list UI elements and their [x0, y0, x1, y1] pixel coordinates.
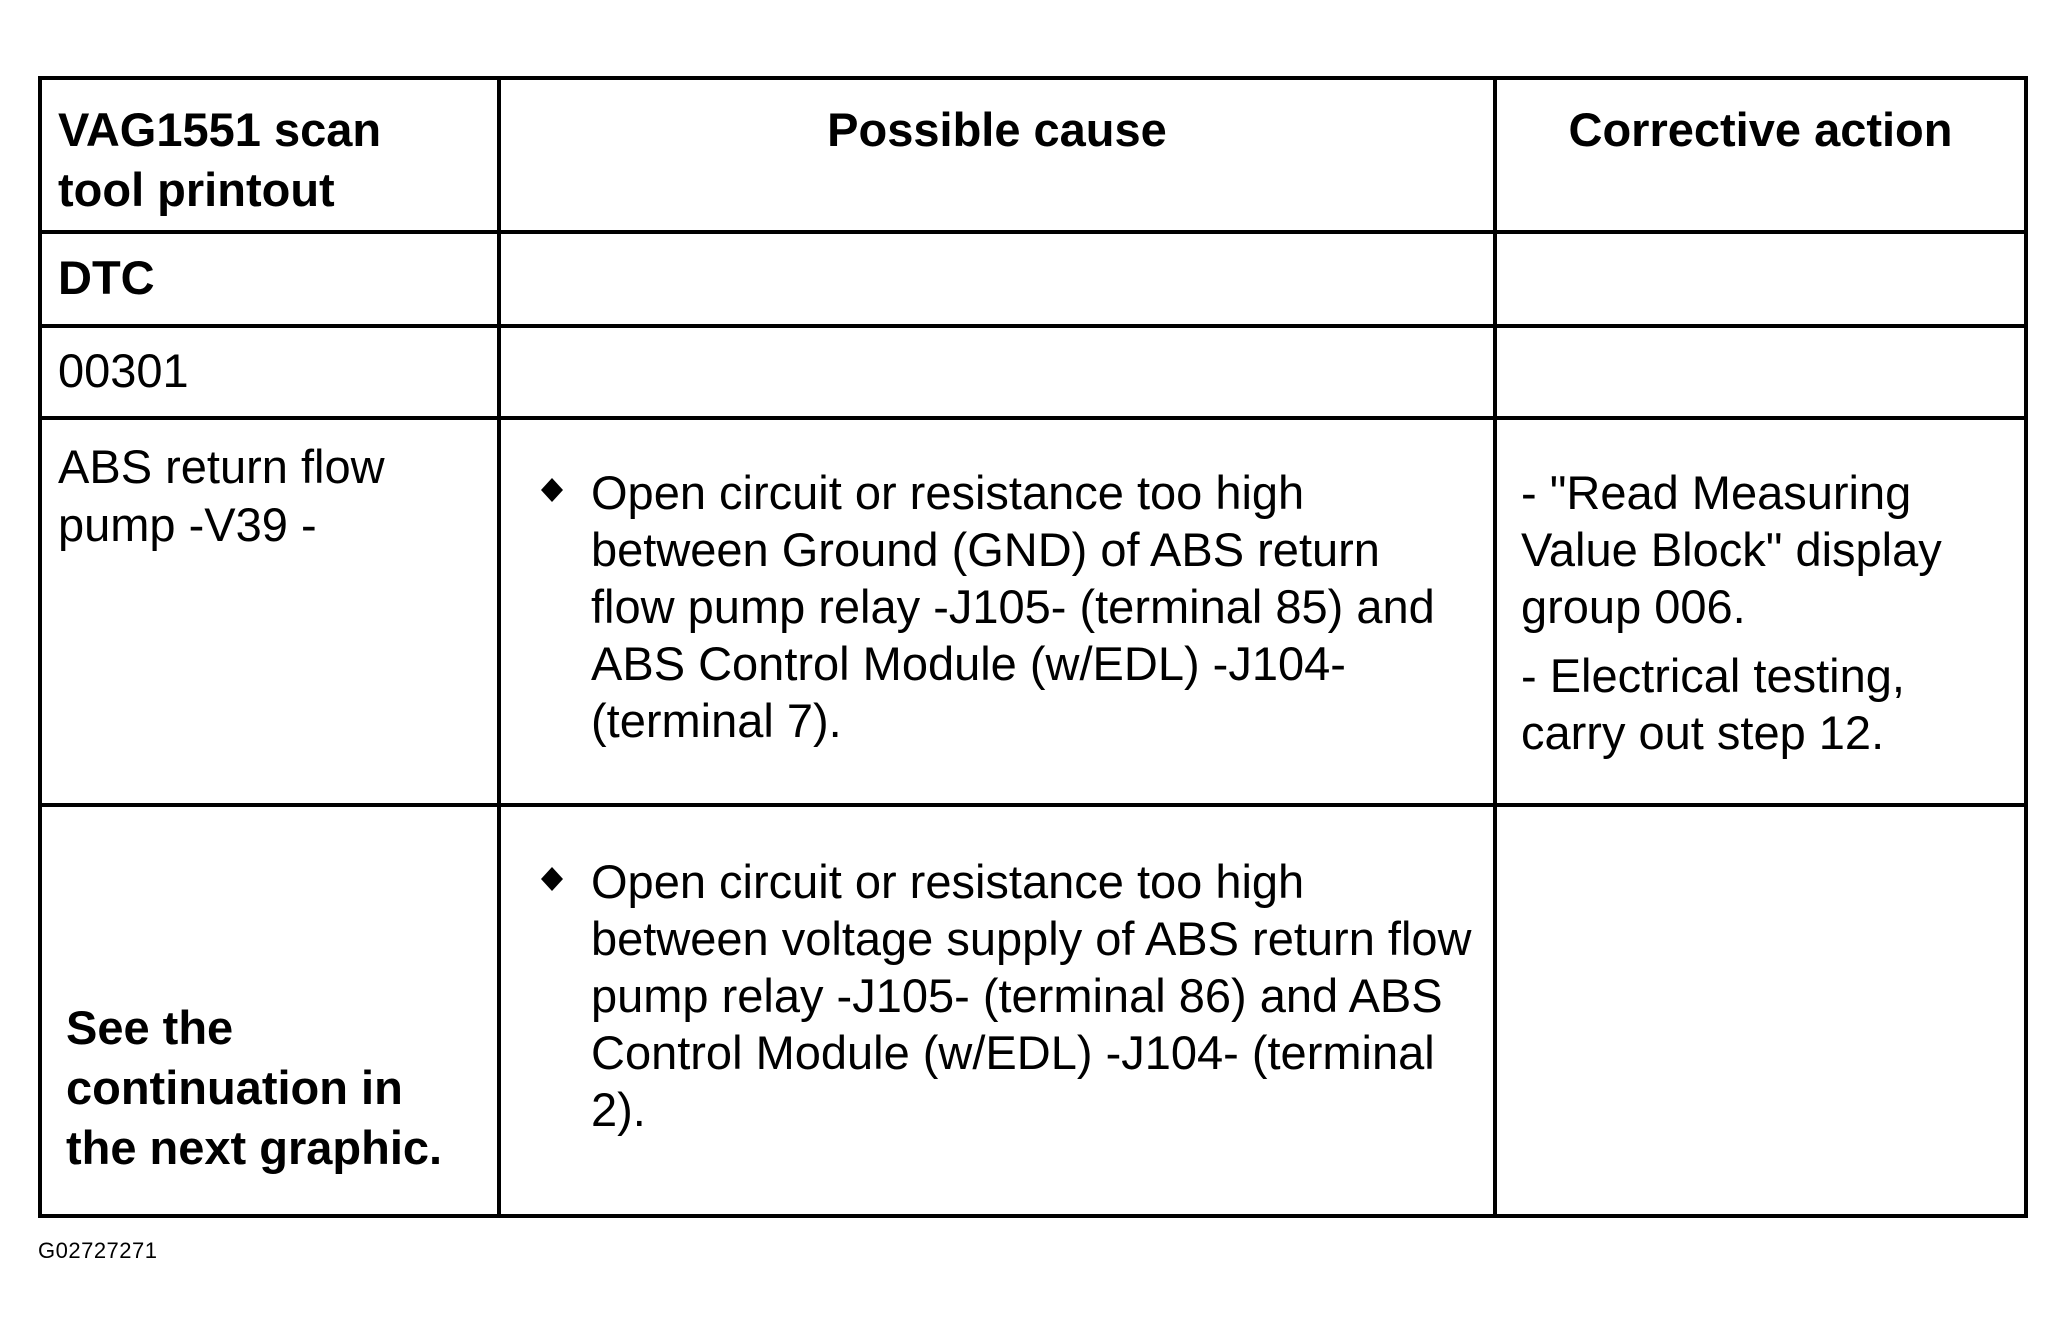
dtc-label: DTC [58, 251, 155, 304]
continuation-cell [40, 805, 499, 1216]
cause-item-1 [501, 464, 1493, 749]
diamond-bullet-icon [541, 478, 563, 502]
empty-cell [1495, 805, 2026, 1216]
header-scan-tool: VAG1551 scan tool printout [58, 103, 382, 216]
header-row [40, 78, 2026, 232]
header-corrective-action: Corrective action [1568, 103, 1953, 156]
cause-cell-1 [499, 418, 1495, 805]
dtc-row [40, 232, 2026, 326]
dtc-code: 00301 [58, 344, 189, 397]
component-name: ABS return flow pump -V39 - [58, 440, 385, 551]
component-cell [40, 418, 499, 805]
action-item-2: - Electrical testing, carry out step 12. [1521, 649, 1905, 759]
fault-row-1 [40, 418, 2026, 805]
cause-cell-2 [499, 805, 1495, 1216]
empty-cell [499, 326, 1495, 418]
continuation-note: See the continuation in the next graphic. [66, 1001, 443, 1174]
header-possible-cause: Possible cause [827, 103, 1167, 156]
diamond-bullet-icon [541, 867, 563, 891]
fault-row-2 [40, 805, 2026, 1216]
empty-cell [1495, 326, 2026, 418]
action-cell [1495, 418, 2026, 805]
cause-item-2 [501, 853, 1493, 1138]
empty-cell [1495, 232, 2026, 326]
empty-cell [499, 232, 1495, 326]
cause-text-1: Open circuit or resistance too high between Ground (GND) of ABS return flow pump relay -J105- (terminal 85) and ABS Control Module (w/EDL) -J104- (terminal 7). [591, 466, 1435, 747]
header-cell-corrective-action [1495, 78, 2026, 232]
dtc-code-cell [40, 326, 499, 418]
cause-text-2: Open circuit or resistance too high between voltage supply of ABS return flow pump relay -J105- (terminal 86) and ABS Control Module (w/EDL) -J104- (terminal 2). [591, 855, 1472, 1136]
header-cell-scan-tool [40, 78, 499, 232]
dtc-label-cell [40, 232, 499, 326]
figure-id: G02727271 [38, 1238, 158, 1263]
dtc-code-row [40, 326, 2026, 418]
action-item-1: - "Read Measuring Value Block" display group 006. [1521, 466, 1942, 633]
header-cell-possible-cause [499, 78, 1495, 232]
diagnostic-table [38, 76, 2028, 1218]
